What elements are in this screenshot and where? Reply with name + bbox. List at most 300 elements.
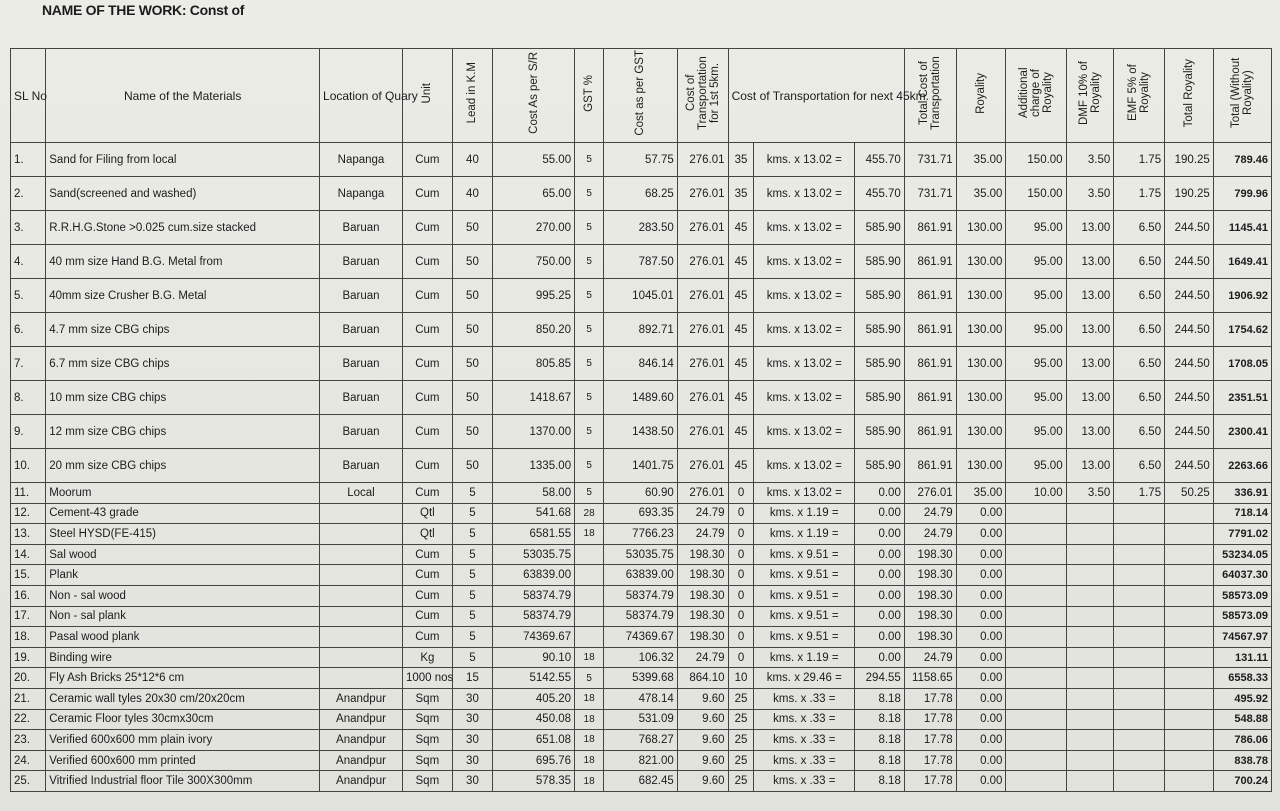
cell-rate: kms. x 13.02 = bbox=[754, 483, 855, 504]
cell-cost-gst: 57.75 bbox=[604, 143, 678, 177]
cell-rate: kms. x .33 = bbox=[754, 771, 855, 792]
table-row bbox=[11, 211, 1272, 245]
cell-cost: 1335.00 bbox=[493, 449, 575, 483]
cell-km: 25 bbox=[728, 688, 754, 709]
cell-total: 1649.41 bbox=[1213, 245, 1271, 279]
cell-gst: 5 bbox=[575, 279, 604, 313]
cell-lead: 30 bbox=[452, 688, 492, 709]
cell-total: 2300.41 bbox=[1213, 415, 1271, 449]
cell-unit: Cum bbox=[402, 143, 452, 177]
cell-emf: 6.50 bbox=[1114, 347, 1165, 381]
cell-total-royalty bbox=[1165, 647, 1214, 668]
header-cost: Cost As per S/R bbox=[493, 49, 575, 143]
cell-km: 0 bbox=[728, 606, 754, 627]
cell-emf: 1.75 bbox=[1114, 177, 1165, 211]
cell-sl: 12. bbox=[11, 503, 46, 524]
cell-transport-first: 198.30 bbox=[677, 565, 728, 586]
cell-gst: 5 bbox=[575, 313, 604, 347]
cell-total-transport: 198.30 bbox=[904, 627, 956, 648]
header-name: Name of the Materials bbox=[46, 49, 320, 143]
cell-total-royalty: 190.25 bbox=[1165, 177, 1214, 211]
cell-emf bbox=[1114, 585, 1165, 606]
cell-total-royalty bbox=[1165, 544, 1214, 565]
cell-lead: 5 bbox=[452, 483, 492, 504]
header-transport-next: Cost of Transportation for next 45km. bbox=[728, 49, 904, 143]
cell-lead: 50 bbox=[452, 211, 492, 245]
cell-lead: 5 bbox=[452, 524, 492, 545]
cell-rate: kms. x 13.02 = bbox=[754, 313, 855, 347]
cell-lead: 15 bbox=[452, 668, 492, 689]
cell-total-transport: 861.91 bbox=[904, 211, 956, 245]
cell-transport-first: 24.79 bbox=[677, 524, 728, 545]
cell-total: 64037.30 bbox=[1213, 565, 1271, 586]
cell-unit: Cum bbox=[402, 544, 452, 565]
cell-rate: kms. x .33 = bbox=[754, 709, 855, 730]
cell-rate: kms. x 13.02 = bbox=[754, 245, 855, 279]
cell-dmf bbox=[1066, 730, 1114, 751]
header-unit: Unit bbox=[402, 49, 452, 143]
cell-rate: kms. x 13.02 = bbox=[754, 347, 855, 381]
cell-km: 25 bbox=[728, 709, 754, 730]
cell-total-transport: 198.30 bbox=[904, 544, 956, 565]
cell-cost: 405.20 bbox=[493, 688, 575, 709]
cell-sl: 2. bbox=[11, 177, 46, 211]
cell-transport-next: 0.00 bbox=[855, 503, 905, 524]
cell-rate: kms. x 13.02 = bbox=[754, 143, 855, 177]
cell-gst: 18 bbox=[575, 730, 604, 751]
cell-gst bbox=[575, 585, 604, 606]
cell-lead: 30 bbox=[452, 730, 492, 751]
cell-unit: Sqm bbox=[402, 709, 452, 730]
cell-total-transport: 24.79 bbox=[904, 503, 956, 524]
cell-emf bbox=[1114, 503, 1165, 524]
cell-emf bbox=[1114, 524, 1165, 545]
cell-rate: kms. x 29.46 = bbox=[754, 668, 855, 689]
cell-emf bbox=[1114, 544, 1165, 565]
cell-name: 4.7 mm size CBG chips bbox=[46, 313, 320, 347]
cell-royalty: 0.00 bbox=[956, 503, 1006, 524]
cell-cost-gst: 60.90 bbox=[604, 483, 678, 504]
cell-dmf: 13.00 bbox=[1066, 245, 1114, 279]
cell-name: Ceramic wall tyles 20x30 cm/20x20cm bbox=[46, 688, 320, 709]
cell-name: Fly Ash Bricks 25*12*6 cm bbox=[46, 668, 320, 689]
cell-cost-gst: 892.71 bbox=[604, 313, 678, 347]
cell-rate: kms. x 13.02 = bbox=[754, 381, 855, 415]
cell-name: Non - sal wood bbox=[46, 585, 320, 606]
cell-cost: 695.76 bbox=[493, 750, 575, 771]
cell-unit: Cum bbox=[402, 279, 452, 313]
table-row bbox=[11, 381, 1272, 415]
cell-lead: 50 bbox=[452, 449, 492, 483]
cell-rate: kms. x 13.02 = bbox=[754, 415, 855, 449]
cell-transport-next: 585.90 bbox=[855, 279, 905, 313]
work-title: NAME OF THE WORK: Const of bbox=[42, 2, 245, 18]
cell-unit: Cum bbox=[402, 381, 452, 415]
cell-name: 12 mm size CBG chips bbox=[46, 415, 320, 449]
cell-dmf bbox=[1066, 565, 1114, 586]
cell-transport-next: 0.00 bbox=[855, 627, 905, 648]
cell-rate: kms. x 9.51 = bbox=[754, 585, 855, 606]
cell-gst: 5 bbox=[575, 143, 604, 177]
cell-emf bbox=[1114, 565, 1165, 586]
cell-transport-first: 198.30 bbox=[677, 627, 728, 648]
cell-location bbox=[320, 627, 403, 648]
cell-unit: 1000 nos bbox=[402, 668, 452, 689]
cell-cost: 5142.55 bbox=[493, 668, 575, 689]
cell-lead: 50 bbox=[452, 279, 492, 313]
cell-location bbox=[320, 524, 403, 545]
cell-lead: 40 bbox=[452, 143, 492, 177]
cell-lead: 50 bbox=[452, 313, 492, 347]
cell-emf: 6.50 bbox=[1114, 211, 1165, 245]
cell-additional bbox=[1006, 771, 1066, 792]
cell-total-royalty bbox=[1165, 585, 1214, 606]
cell-total: 74567.97 bbox=[1213, 627, 1271, 648]
cell-cost-gst: 531.09 bbox=[604, 709, 678, 730]
cell-total-transport: 198.30 bbox=[904, 585, 956, 606]
cell-gst: 18 bbox=[575, 709, 604, 730]
cell-transport-next: 0.00 bbox=[855, 483, 905, 504]
cell-transport-next: 8.18 bbox=[855, 750, 905, 771]
cell-dmf: 13.00 bbox=[1066, 279, 1114, 313]
header-additional: Additional charge of Royality bbox=[1006, 49, 1066, 143]
cell-cost: 1370.00 bbox=[493, 415, 575, 449]
cell-gst bbox=[575, 627, 604, 648]
cell-sl: 25. bbox=[11, 771, 46, 792]
cell-cost: 651.08 bbox=[493, 730, 575, 751]
cell-cost-gst: 682.45 bbox=[604, 771, 678, 792]
table-row bbox=[11, 544, 1272, 565]
cell-transport-next: 0.00 bbox=[855, 524, 905, 545]
cell-royalty: 130.00 bbox=[956, 245, 1006, 279]
table-row bbox=[11, 177, 1272, 211]
table-row bbox=[11, 313, 1272, 347]
cell-additional bbox=[1006, 585, 1066, 606]
cell-total-transport: 17.78 bbox=[904, 688, 956, 709]
cell-additional: 95.00 bbox=[1006, 313, 1066, 347]
cell-dmf: 13.00 bbox=[1066, 381, 1114, 415]
cell-dmf bbox=[1066, 585, 1114, 606]
cell-transport-first: 24.79 bbox=[677, 647, 728, 668]
cell-name: Sand(screened and washed) bbox=[46, 177, 320, 211]
cell-total-transport: 861.91 bbox=[904, 415, 956, 449]
cell-emf: 6.50 bbox=[1114, 415, 1165, 449]
cell-transport-next: 8.18 bbox=[855, 730, 905, 751]
table-row bbox=[11, 483, 1272, 504]
cell-name: 6.7 mm size CBG chips bbox=[46, 347, 320, 381]
cell-cost-gst: 1045.01 bbox=[604, 279, 678, 313]
cell-royalty: 0.00 bbox=[956, 668, 1006, 689]
cell-unit: Cum bbox=[402, 585, 452, 606]
cell-cost: 53035.75 bbox=[493, 544, 575, 565]
table-header-row bbox=[11, 49, 1272, 143]
cell-cost-gst: 283.50 bbox=[604, 211, 678, 245]
cell-transport-first: 276.01 bbox=[677, 483, 728, 504]
cell-location bbox=[320, 585, 403, 606]
cell-cost: 805.85 bbox=[493, 347, 575, 381]
cell-transport-first: 9.60 bbox=[677, 709, 728, 730]
cell-transport-next: 585.90 bbox=[855, 211, 905, 245]
cell-emf: 6.50 bbox=[1114, 449, 1165, 483]
cell-gst: 5 bbox=[575, 347, 604, 381]
cell-total-transport: 198.30 bbox=[904, 565, 956, 586]
cell-cost-gst: 846.14 bbox=[604, 347, 678, 381]
header-lead: Lead in K.M bbox=[452, 49, 492, 143]
cell-sl: 15. bbox=[11, 565, 46, 586]
cell-dmf: 13.00 bbox=[1066, 313, 1114, 347]
cell-royalty: 130.00 bbox=[956, 279, 1006, 313]
cell-royalty: 130.00 bbox=[956, 415, 1006, 449]
cell-dmf: 13.00 bbox=[1066, 347, 1114, 381]
cell-cost: 578.35 bbox=[493, 771, 575, 792]
cell-additional bbox=[1006, 730, 1066, 751]
cell-location: Napanga bbox=[320, 143, 403, 177]
cell-additional: 150.00 bbox=[1006, 143, 1066, 177]
cell-km: 0 bbox=[728, 565, 754, 586]
cell-sl: 19. bbox=[11, 647, 46, 668]
cell-location: Anandpur bbox=[320, 771, 403, 792]
cell-gst: 5 bbox=[575, 177, 604, 211]
cell-name: Cement-43 grade bbox=[46, 503, 320, 524]
cell-transport-next: 585.90 bbox=[855, 347, 905, 381]
table-row bbox=[11, 524, 1272, 545]
cell-total: 336.91 bbox=[1213, 483, 1271, 504]
cell-gst: 28 bbox=[575, 503, 604, 524]
header-total-royalty: Total Royality bbox=[1165, 49, 1214, 143]
cell-additional: 95.00 bbox=[1006, 347, 1066, 381]
header-dmf: DMF 10% of Royality bbox=[1066, 49, 1114, 143]
cell-transport-first: 9.60 bbox=[677, 771, 728, 792]
cell-rate: kms. x 1.19 = bbox=[754, 647, 855, 668]
cell-total-royalty bbox=[1165, 730, 1214, 751]
cell-location: Baruan bbox=[320, 347, 403, 381]
cell-km: 0 bbox=[728, 503, 754, 524]
cell-km: 0 bbox=[728, 585, 754, 606]
cell-cost: 1418.67 bbox=[493, 381, 575, 415]
cell-sl: 13. bbox=[11, 524, 46, 545]
cell-transport-first: 276.01 bbox=[677, 143, 728, 177]
cell-emf bbox=[1114, 750, 1165, 771]
cell-transport-next: 0.00 bbox=[855, 606, 905, 627]
cell-dmf: 13.00 bbox=[1066, 449, 1114, 483]
cell-gst: 5 bbox=[575, 483, 604, 504]
cell-emf: 6.50 bbox=[1114, 313, 1165, 347]
cell-total-transport: 17.78 bbox=[904, 730, 956, 751]
cell-km: 25 bbox=[728, 730, 754, 751]
cell-total-royalty: 244.50 bbox=[1165, 279, 1214, 313]
table-row bbox=[11, 449, 1272, 483]
cell-transport-next: 455.70 bbox=[855, 177, 905, 211]
cell-km: 35 bbox=[728, 177, 754, 211]
cell-additional: 95.00 bbox=[1006, 381, 1066, 415]
cell-gst: 5 bbox=[575, 211, 604, 245]
cell-lead: 30 bbox=[452, 709, 492, 730]
cell-location bbox=[320, 647, 403, 668]
cell-location: Local bbox=[320, 483, 403, 504]
cell-location bbox=[320, 606, 403, 627]
cell-additional: 95.00 bbox=[1006, 245, 1066, 279]
cell-cost-gst: 53035.75 bbox=[604, 544, 678, 565]
cell-cost-gst: 7766.23 bbox=[604, 524, 678, 545]
cell-total: 1145.41 bbox=[1213, 211, 1271, 245]
cell-total: 838.78 bbox=[1213, 750, 1271, 771]
cell-total-transport: 24.79 bbox=[904, 524, 956, 545]
cell-additional bbox=[1006, 503, 1066, 524]
table-row bbox=[11, 709, 1272, 730]
cell-name: Plank bbox=[46, 565, 320, 586]
cell-total-royalty bbox=[1165, 606, 1214, 627]
cell-unit: Cum bbox=[402, 565, 452, 586]
cell-dmf: 3.50 bbox=[1066, 483, 1114, 504]
cell-additional: 95.00 bbox=[1006, 449, 1066, 483]
cell-total-royalty: 244.50 bbox=[1165, 211, 1214, 245]
cell-lead: 40 bbox=[452, 177, 492, 211]
cell-cost-gst: 68.25 bbox=[604, 177, 678, 211]
cell-emf bbox=[1114, 606, 1165, 627]
cell-total-transport: 861.91 bbox=[904, 279, 956, 313]
cell-transport-next: 585.90 bbox=[855, 245, 905, 279]
cell-gst: 18 bbox=[575, 647, 604, 668]
cell-rate: kms. x 1.19 = bbox=[754, 524, 855, 545]
cell-royalty: 130.00 bbox=[956, 211, 1006, 245]
cell-rate: kms. x 13.02 = bbox=[754, 279, 855, 313]
cell-transport-first: 9.60 bbox=[677, 750, 728, 771]
cell-total: 7791.02 bbox=[1213, 524, 1271, 545]
cell-sl: 9. bbox=[11, 415, 46, 449]
cell-cost-gst: 478.14 bbox=[604, 688, 678, 709]
cell-gst: 5 bbox=[575, 449, 604, 483]
cell-name: 40 mm size Hand B.G. Metal from bbox=[46, 245, 320, 279]
cell-km: 35 bbox=[728, 143, 754, 177]
cell-cost: 58374.79 bbox=[493, 585, 575, 606]
cell-lead: 50 bbox=[452, 381, 492, 415]
cell-additional bbox=[1006, 688, 1066, 709]
cell-total-royalty: 244.50 bbox=[1165, 245, 1214, 279]
cell-km: 0 bbox=[728, 544, 754, 565]
cell-total-transport: 24.79 bbox=[904, 647, 956, 668]
cell-km: 45 bbox=[728, 449, 754, 483]
cell-rate: kms. x 9.51 = bbox=[754, 627, 855, 648]
cell-location: Baruan bbox=[320, 449, 403, 483]
cell-transport-first: 276.01 bbox=[677, 211, 728, 245]
cell-royalty: 0.00 bbox=[956, 606, 1006, 627]
cell-total: 718.14 bbox=[1213, 503, 1271, 524]
cell-name: Pasal wood plank bbox=[46, 627, 320, 648]
cell-additional: 95.00 bbox=[1006, 279, 1066, 313]
cell-location: Napanga bbox=[320, 177, 403, 211]
cell-transport-next: 0.00 bbox=[855, 585, 905, 606]
cell-dmf: 3.50 bbox=[1066, 143, 1114, 177]
cell-total-transport: 17.78 bbox=[904, 709, 956, 730]
cell-gst: 5 bbox=[575, 381, 604, 415]
cell-name: 10 mm size CBG chips bbox=[46, 381, 320, 415]
table-row bbox=[11, 585, 1272, 606]
cell-rate: kms. x 9.51 = bbox=[754, 565, 855, 586]
cell-name: 40mm size Crusher B.G. Metal bbox=[46, 279, 320, 313]
table-row bbox=[11, 750, 1272, 771]
cell-cost-gst: 821.00 bbox=[604, 750, 678, 771]
cell-location: Anandpur bbox=[320, 750, 403, 771]
cell-cost-gst: 1401.75 bbox=[604, 449, 678, 483]
cell-sl: 24. bbox=[11, 750, 46, 771]
cell-lead: 5 bbox=[452, 585, 492, 606]
cell-dmf bbox=[1066, 647, 1114, 668]
cell-location: Baruan bbox=[320, 245, 403, 279]
cell-sl: 7. bbox=[11, 347, 46, 381]
cell-km: 45 bbox=[728, 211, 754, 245]
header-royalty: Royality bbox=[956, 49, 1006, 143]
cell-gst bbox=[575, 606, 604, 627]
cell-cost-gst: 63839.00 bbox=[604, 565, 678, 586]
cell-km: 0 bbox=[728, 524, 754, 545]
cell-total-transport: 198.30 bbox=[904, 606, 956, 627]
cell-additional bbox=[1006, 565, 1066, 586]
cell-cost-gst: 768.27 bbox=[604, 730, 678, 751]
cell-rate: kms. x 13.02 = bbox=[754, 177, 855, 211]
cell-unit: Sqm bbox=[402, 750, 452, 771]
cell-location: Anandpur bbox=[320, 688, 403, 709]
cell-lead: 30 bbox=[452, 771, 492, 792]
table-row bbox=[11, 143, 1272, 177]
cell-royalty: 0.00 bbox=[956, 750, 1006, 771]
cell-total-transport: 17.78 bbox=[904, 771, 956, 792]
cell-name: Moorum bbox=[46, 483, 320, 504]
cell-total-royalty: 244.50 bbox=[1165, 381, 1214, 415]
cell-lead: 30 bbox=[452, 750, 492, 771]
cell-rate: kms. x .33 = bbox=[754, 688, 855, 709]
cell-emf bbox=[1114, 647, 1165, 668]
cell-total-royalty: 244.50 bbox=[1165, 347, 1214, 381]
cell-unit: Cum bbox=[402, 449, 452, 483]
cell-total-transport: 1158.65 bbox=[904, 668, 956, 689]
cell-total-transport: 861.91 bbox=[904, 245, 956, 279]
cell-lead: 5 bbox=[452, 544, 492, 565]
cell-sl: 11. bbox=[11, 483, 46, 504]
cell-unit: Cum bbox=[402, 347, 452, 381]
cell-total: 6558.33 bbox=[1213, 668, 1271, 689]
cell-total-transport: 861.91 bbox=[904, 347, 956, 381]
cell-total-royalty bbox=[1165, 688, 1214, 709]
cell-transport-next: 585.90 bbox=[855, 449, 905, 483]
cell-location: Baruan bbox=[320, 415, 403, 449]
cell-sl: 21. bbox=[11, 688, 46, 709]
cell-location bbox=[320, 503, 403, 524]
cell-name: Binding wire bbox=[46, 647, 320, 668]
cell-cost: 65.00 bbox=[493, 177, 575, 211]
cell-km: 25 bbox=[728, 750, 754, 771]
cell-location: Baruan bbox=[320, 313, 403, 347]
cell-sl: 14. bbox=[11, 544, 46, 565]
cell-cost-gst: 58374.79 bbox=[604, 606, 678, 627]
cell-total-royalty: 244.50 bbox=[1165, 449, 1214, 483]
cell-transport-next: 585.90 bbox=[855, 313, 905, 347]
cell-total: 1754.62 bbox=[1213, 313, 1271, 347]
cell-sl: 16. bbox=[11, 585, 46, 606]
cell-gst: 18 bbox=[575, 750, 604, 771]
cell-royalty: 0.00 bbox=[956, 585, 1006, 606]
cell-total: 131.11 bbox=[1213, 647, 1271, 668]
cell-sl: 3. bbox=[11, 211, 46, 245]
cell-name: R.R.H.G.Stone >0.025 cum.size stacked bbox=[46, 211, 320, 245]
cell-km: 0 bbox=[728, 483, 754, 504]
cell-location: Anandpur bbox=[320, 730, 403, 751]
cell-rate: kms. x .33 = bbox=[754, 750, 855, 771]
cell-unit: Cum bbox=[402, 245, 452, 279]
cell-royalty: 0.00 bbox=[956, 565, 1006, 586]
cell-sl: 10. bbox=[11, 449, 46, 483]
cell-transport-first: 9.60 bbox=[677, 730, 728, 751]
cell-km: 45 bbox=[728, 415, 754, 449]
